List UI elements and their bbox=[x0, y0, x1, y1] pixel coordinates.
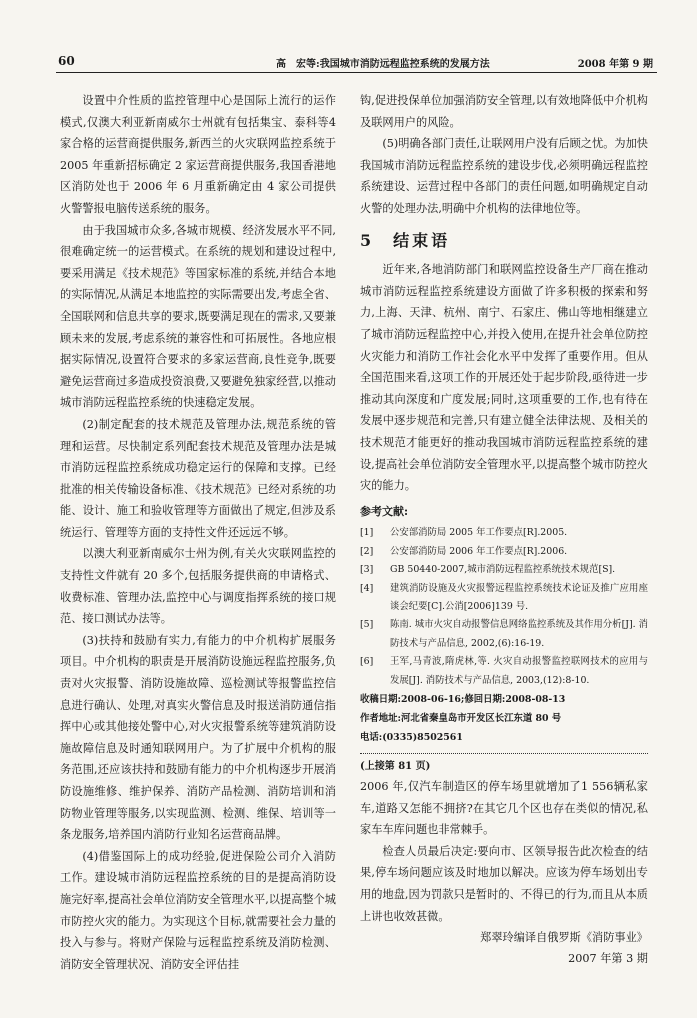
body-paragraph: 以澳大利亚新南威尔士州为例,有关火灾联网监控的支持性文件就有 20 多个,包括服务提供商的申请格式、收费标准、管理办法,监控中心与调度指挥系统的接口规范、接口测试办法等。 bbox=[60, 547, 336, 626]
author-phone: 电话:(0335)8502561 bbox=[360, 731, 463, 743]
body-paragraph: (4)借鉴国际上的成功经验,促进保险公司介入消防工作。建设城市消防远程监控系统的目的是提高消防设施完好率,提高社会单位消防安全管理水平,以提高整个城市防控火灾的能力。为实现这个目标,就需要社会力量的投入与参与。将财产保险与远程监控系统及消防检测、消防安全管理状况、消防安全评估挂 bbox=[60, 849, 336, 971]
reference-list bbox=[360, 524, 648, 690]
issue-label: 2008 年第 9 期 bbox=[577, 59, 653, 70]
reference-text: 公安部消防局 2005 年工作要点[R].2005. bbox=[390, 527, 568, 539]
body-paragraph: 钩,促进投保单位加强消防安全管理,以有效地降低中介机构及联网用户的风险。 bbox=[360, 94, 648, 129]
section-divider bbox=[360, 753, 648, 754]
running-title: 高 宏等:我国城市消防远程监控系统的发展方法 bbox=[276, 59, 490, 70]
reference-number: [1] bbox=[360, 527, 374, 539]
reference-item bbox=[360, 524, 648, 542]
translator-credit: 郑翠玲编译自俄罗斯《消防事业》 bbox=[480, 931, 648, 945]
author-address: 作者地址:河北省秦皇岛市开发区长江东道 80 号 bbox=[360, 712, 562, 724]
reference-item bbox=[360, 616, 648, 653]
reference-number: [5] bbox=[360, 619, 374, 631]
reference-item bbox=[360, 580, 648, 617]
reference-text: 建筑消防设施及火灾报警远程监控系统技术论证及推广应用座谈会纪要[C].公消[2006]139 号. bbox=[390, 582, 648, 612]
reference-number: [4] bbox=[360, 582, 374, 594]
continued-from-note: (上接第 81 页) bbox=[360, 760, 431, 772]
body-paragraph: (5)明确各部门责任,让联网用户没有后顾之忧。为加快我国城市消防远程监控系统的建设步伐,必须明确远程监控系统建设、运营过程中各部门的责任问题,如明确规定自动火警的处理办法,明确中介机构的法律地位等。 bbox=[360, 137, 648, 215]
reference-item bbox=[360, 543, 648, 561]
right-column bbox=[360, 90, 648, 969]
body-paragraph: 近年来,各地消防部门和联网监控设备生产厂商在推动城市消防远程监控系统建设方面做了许多积极的探索和努力,上海、天津、杭州、南宁、石家庄、佛山等地相继建立了城市消防远程监控中心,并投入使用,在提升社会单位防控火灾能力和消防工作社会化水平中发挥了重要作用。但从全国范围来看,这项工作的开展还处于起步阶段,亟待进一步推动其向深度和广度发展;同时,这项重要的工作,也有待在发展中逐步规范和完善,只有建立健全法律法规、及相关的技术规范才能更好的推动我国城市消防远程监控系统的建设,提高社会单位消防安全管理水平,以提高整个城市防控火灾的能力。 bbox=[360, 263, 648, 493]
section-heading: 5 结束语 bbox=[360, 230, 451, 250]
source-issue: 2007 年第 3 期 bbox=[568, 952, 648, 966]
received-dates: 收稿日期:2008-06-16;修回日期:2008-08-13 bbox=[360, 693, 566, 705]
reference-item bbox=[360, 561, 648, 579]
left-column bbox=[60, 90, 336, 975]
references-heading: 参考文献: bbox=[360, 504, 409, 518]
reference-number: [3] bbox=[360, 564, 374, 576]
body-paragraph: 2006 年,仅汽车制造区的停车场里就增加了1 556辆私家车,道路又怎能不拥挤?在其它几个区也存在类似的情况,私家车车库问题也非常棘手。 bbox=[360, 779, 648, 837]
reference-number: [2] bbox=[360, 545, 374, 557]
reference-item bbox=[360, 653, 648, 690]
page-number: 60 bbox=[58, 54, 75, 68]
reference-text: 王军,马青波,隋虎林,等. 火灾自动报警监控联网技术的应用与发展[J]. 消防技术与产品信息, 2003,(12):8-10. bbox=[390, 656, 648, 686]
body-paragraph: 设置中介性质的监控管理中心是国际上流行的运作模式,仅澳大利亚新南威尔士州就有包括集宝、泰科等4家合格的运营商提供服务,新西兰的火灾联网监控系统于 2005 年重新招标确定 2 家运营商提供服务,我国香港地区消防处也于 2006 年 6 月重新确定由 4 家公司提供火警警报电脑传送系统的服务。 bbox=[60, 94, 336, 215]
body-paragraph: (2)制定配套的技术规范及管理办法,规范系统的管理和运营。尽快制定系列配套技术规范及管理办法是城市消防远程监控系统成功稳定运行的保障和支撑。已经批准的相关传输设备标准、《技术规范》已经对系统的功能、设计、施工和验收管理等方面做出了规定,但涉及系统运行、管理等方面的支持性文件还远远不够。 bbox=[60, 417, 336, 539]
body-paragraph: 检查人员最后决定:要向市、区领导报告此次检查的结果,停车场问题应该及时地加以解决。应该为停车场划出专用的地盘,因为罚款只是暂时的、不得已的行为,而且从本质上讲也收效甚微。 bbox=[360, 844, 648, 923]
reference-text: 陈南. 城市火灾自动报警信息网络监控系统及其作用分析[J]. 消防技术与产品信息, 2002,(6):16-19. bbox=[390, 619, 648, 649]
body-paragraph: 由于我国城市众多,各城市规模、经济发展水平不同,很难确定统一的运营模式。在系统的规划和建设过程中,要采用满足《技术规范》等国家标准的系统,并结合本地的实际情况,从满足本地监控的实际需要出发,考虑全省、全国联网和信息共享的要求,既要满足现在的需求,又要兼顾未来的发展,考虑系统的兼容性和可拓展性。各地应根据实际情况,设置符合要求的多家运营商,良性竞争,既要避免运营商过多造成投资浪费,又要避免独家经营,以推动城市消防远程监控系统的快速稳定发展。 bbox=[60, 223, 336, 410]
reference-number: [6] bbox=[360, 656, 374, 668]
reference-text: 公安部消防局 2006 年工作要点[R].2006. bbox=[390, 545, 568, 557]
running-header bbox=[56, 54, 657, 73]
reference-text: GB 50440-2007,城市消防远程监控系统技术规范[S]. bbox=[390, 564, 616, 576]
body-paragraph: (3)扶持和鼓励有实力,有能力的中介机构扩展服务项目。中介机构的职责是开展消防设施远程监控服务,负责对火灾报警、消防设施故障、巡检测试等报警监控信息进行确认、处理,对真实火警信息及时报送消防通信指挥中心或其他接处警中心,对火灾报警系统等建筑消防设施故障信息及时通知联网用户。为了扩展中介机构的服务范围,还应该扶持和鼓励有能力的中介机构逐步开展消防设施维修、维护保养、消防产品检测、消防培训和消防物业管理等服务,以实现监测、检测、维保、培训等一条龙服务,培养国内消防行业知名运营商品牌。 bbox=[60, 633, 336, 842]
